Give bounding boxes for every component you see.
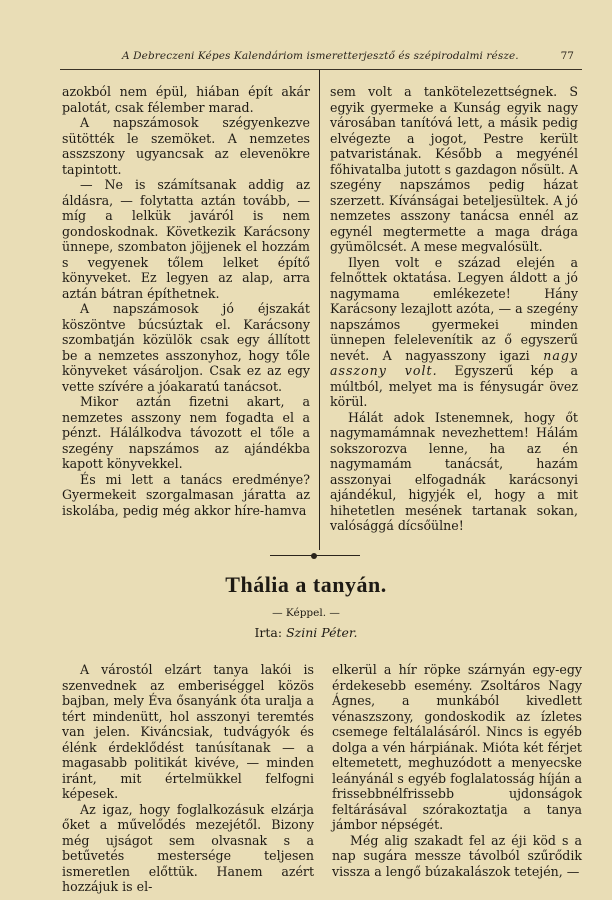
paragraph: Még alig szakadt fel az éji köd s a nap sugára messze távolból szűrődik vissza a lengő búzakalászok tetején, —: [332, 832, 582, 879]
section-ornament: [270, 553, 360, 559]
author-label: Irta:: [254, 625, 283, 640]
paragraph: A napszámosok jó éjszakát köszöntve búcsúztak el. Karácsony szombatján közülök csak egy állított be a nemzetes asszonyhoz, hogy tőle könyveket vásároljon. Csak ez az egy vette szívére a jóakaratú tanácsot.: [62, 301, 310, 394]
paragraph: azokból nem épül, hiában épít akár palotát, csak félember marad.: [62, 84, 310, 115]
column-right-top: [330, 84, 578, 534]
author-name: Szini Péter.: [286, 625, 358, 640]
column-divider: [319, 70, 320, 550]
paragraph-text: Ilyen volt e század elején a felnőttek oktatása. Legyen áldott a jó nagymama emlékezete! Hány Karácsony lezajlott azóta, — a szegény napszámos gyermekei minden ünnepen felelevenítik az ő egyszerű nevét. A nagyasszony igazi: [330, 254, 578, 363]
ornament-dot: [311, 553, 317, 559]
header-title: A Debreczeni Képes Kalendáriom ismeretterjesztő és szépirodalmi része.: [122, 50, 519, 62]
column-left-top: [62, 84, 310, 518]
running-header: [60, 47, 582, 70]
paragraph: — Ne is számítsanak addig az áldásra, — folytatta aztán tovább, — míg a lelkük javáról is nem gondoskodnak. Következik Karácsony ünnepe, szombaton jöjjenek el hozzám s vegyenek tőlem lelket építő könyveket. Ez legyen az alap, arra aztán bátran építhetnek.: [62, 177, 310, 301]
column-right-bottom: [332, 662, 582, 879]
paragraph-text: Egyszerű kép a múltból, melyet ma is fénysugár övez körül.: [330, 363, 578, 409]
story-title: Thália a tanyán.: [225, 572, 387, 597]
paragraph: Mikor aztán fizetni akart, a nemzetes asszony nem fogadta el a pénzt. Hálálkodva távozott el tőle a szegény napszámos az ajándékba kapott könyvekkel.: [62, 394, 310, 471]
story-author: [0, 625, 612, 640]
emphasis-text: nagy asszony volt.: [330, 347, 578, 378]
paragraph: És mi lett a tanács eredménye? Gyermekeit szorgalmasan járatta az iskolába, pedig még akkor híre-hamva: [62, 471, 310, 518]
paragraph: A várostól elzárt tanya lakói is szenvednek az emberiséggel közös bajban, mely Éva ősanyánk óta uralja a tért mindenütt, hol asszonyi teremtés van jelen. Kiváncsiak, tudvágyók és élénk érdeklődést tanúsítanak — a magasabb politikát kivéve, — minden iránt, mit értelmükkel felfogni képesek.: [62, 662, 314, 801]
page-number: 77: [560, 50, 574, 62]
paragraph: A napszámosok szégyenkezve sütötték le szemöket. A nemzetes asszszony ugyancsak az elevenökre tapintott.: [62, 115, 310, 177]
paragraph: elkerül a hír röpke szárnyán egy-egy érdekesebb esemény. Zsoltáros Nagy Ágnes, a munkából kivedlett vénaszszony, gondoskodik az ízletes csemege feltálalásáról. Nincs is egyéb dolga a vén hárpiának. Mióta két férjet eltemetett, meghuzódott a menyecske leányánál s egyéb foglalatosság híján a frissebbnélfrissebb ujdonságok feltárásával szórakoztatja a tanya jámbor népségét.: [332, 662, 582, 832]
paragraph: Az igaz, hogy foglalkozásuk elzárja őket a művelődés mezejétől. Bizony még ujságot sem olvasnak s a betűvetés mestersége teljesen ismeretlen előttük. Hanem azért hozzájuk is el-: [62, 801, 314, 894]
story-subtitle: — Képpel. —: [272, 607, 340, 619]
paragraph: Hálát adok Istenemnek, hogy őt nagymamámnak nevezhettem! Hálám sokszorozva lenne, ha az én nagymamám tanácsát, hazám asszonyai elfogadnák karácsonyi ajándékul, higyjék el, hogy a mit hihetetlen mesének tartanak sokan, valósággá dícsőülne!: [330, 409, 578, 533]
column-left-bottom: [62, 662, 314, 895]
paragraph: [330, 255, 578, 410]
paragraph: sem volt a tankötelezettségnek. S egyik gyermeke a Kunság egyik nagy városában tanítóvá lett, a másik pedig elvégezte a jogot, Pestre került patvaristának. Később a megyénél főhivatalba jutott s gazdagon nősült. A szegény napszámos pedig házat szerzett. Kívánságai beteljesültek. A jó nemzetes asszony tanácsa ennél az egynél megtermette a maga drága gyümölcsét. A mese megvalósült.: [330, 84, 578, 254]
